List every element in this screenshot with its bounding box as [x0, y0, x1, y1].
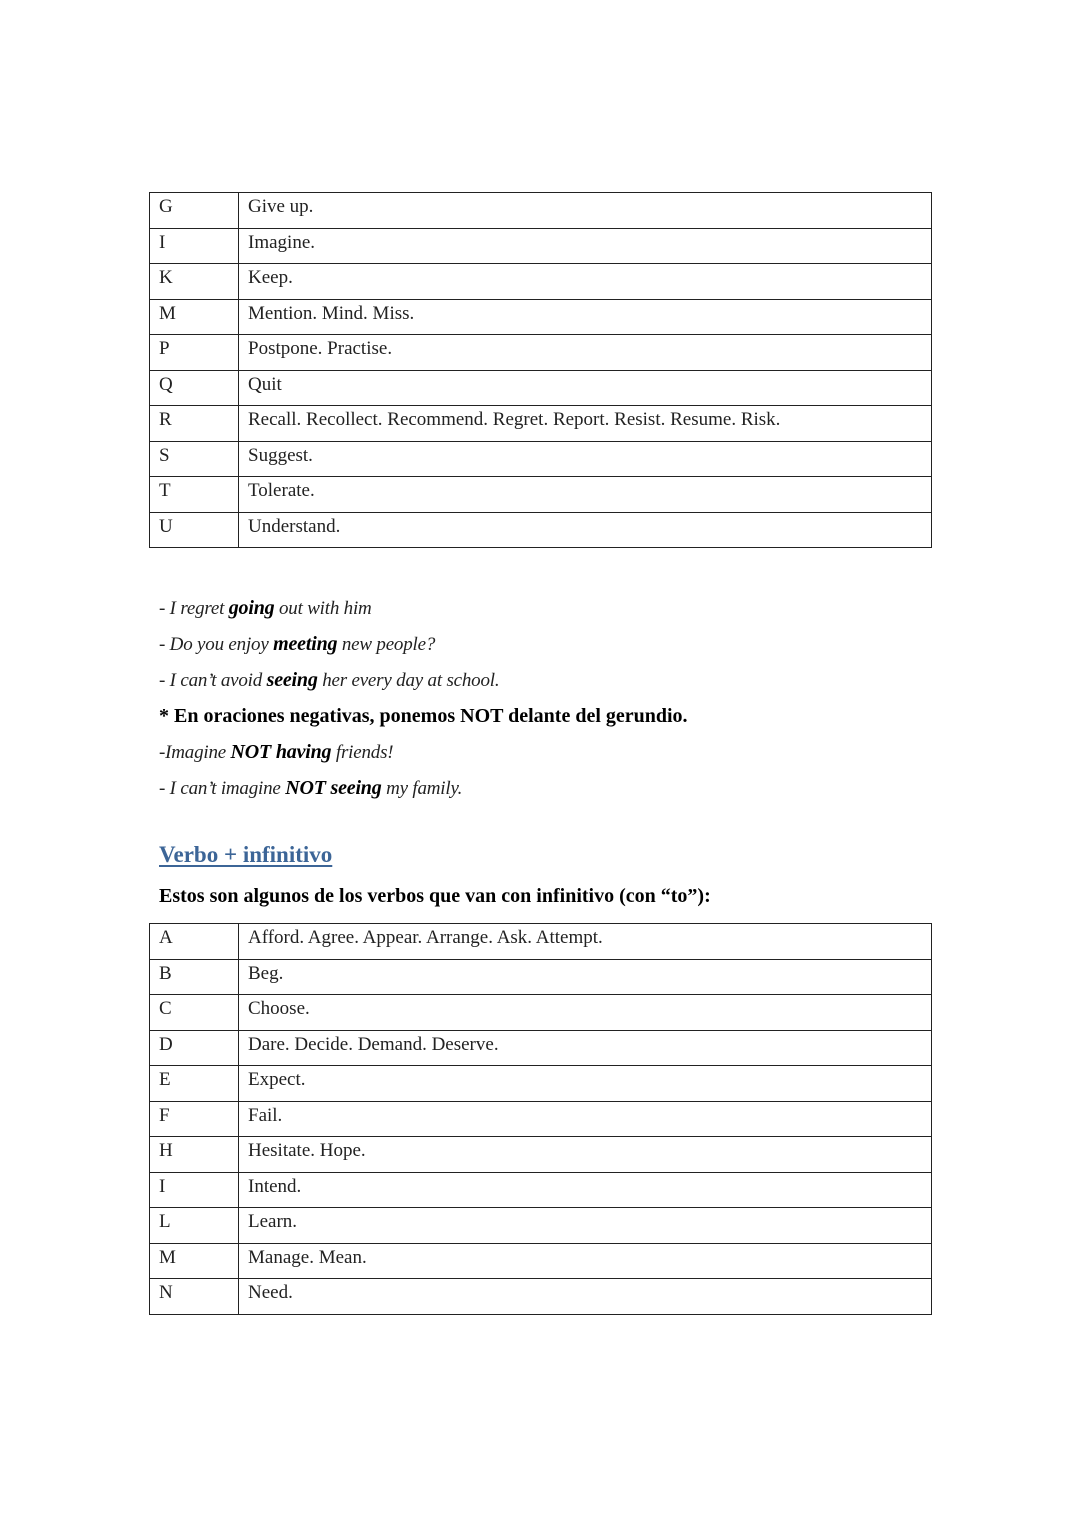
table-row	[150, 228, 932, 264]
example-sentence-1: - I regret going out with him	[159, 597, 372, 619]
table-row	[150, 441, 932, 477]
table-row	[150, 299, 932, 335]
table-row	[150, 370, 932, 406]
row-letter: M	[150, 299, 239, 335]
table-row	[150, 512, 932, 548]
table-row	[150, 1208, 932, 1244]
row-verbs: Mention. Mind. Miss.	[239, 299, 932, 335]
row-letter: I	[150, 1172, 239, 1208]
row-verbs: Learn.	[239, 1208, 932, 1244]
row-letter: L	[150, 1208, 239, 1244]
examples-block	[159, 590, 919, 806]
row-letter: R	[150, 406, 239, 442]
row-verbs: Give up.	[239, 193, 932, 229]
table-row	[150, 193, 932, 229]
row-letter: D	[150, 1030, 239, 1066]
example-sentence-2: - Do you enjoy meeting new people?	[159, 633, 436, 655]
row-verbs: Imagine.	[239, 228, 932, 264]
table-row	[150, 1101, 932, 1137]
table-row	[150, 1066, 932, 1102]
row-letter: A	[150, 924, 239, 960]
section-heading: Verbo + infinitivo	[159, 842, 333, 867]
infinitive-table-body	[150, 924, 932, 1315]
row-letter: I	[150, 228, 239, 264]
table-row	[150, 1279, 932, 1315]
row-verbs: Dare. Decide. Demand. Deserve.	[239, 1030, 932, 1066]
row-letter: C	[150, 995, 239, 1031]
table-row	[150, 1243, 932, 1279]
table-row	[150, 1137, 932, 1173]
row-verbs: Suggest.	[239, 441, 932, 477]
table-row	[150, 1172, 932, 1208]
row-letter: G	[150, 193, 239, 229]
row-verbs: Beg.	[239, 959, 932, 995]
table-row	[150, 924, 932, 960]
table-row	[150, 959, 932, 995]
row-letter: M	[150, 1243, 239, 1279]
row-verbs: Manage. Mean.	[239, 1243, 932, 1279]
table-row	[150, 995, 932, 1031]
row-verbs: Keep.	[239, 264, 932, 300]
row-letter: E	[150, 1066, 239, 1102]
row-letter: U	[150, 512, 239, 548]
row-verbs: Recall. Recollect. Recommend. Regret. Report. Resist. Resume. Risk.	[239, 406, 932, 442]
row-verbs: Postpone. Practise.	[239, 335, 932, 371]
table-row	[150, 264, 932, 300]
row-verbs: Tolerate.	[239, 477, 932, 513]
row-verbs: Understand.	[239, 512, 932, 548]
row-verbs: Choose.	[239, 995, 932, 1031]
example-sentence-3: - I can’t avoid seeing her every day at school.	[159, 669, 500, 691]
row-verbs: Hesitate. Hope.	[239, 1137, 932, 1173]
row-letter: H	[150, 1137, 239, 1173]
infinitive-verbs-table	[149, 923, 932, 1315]
gerund-verbs-table	[149, 192, 932, 548]
row-letter: P	[150, 335, 239, 371]
row-letter: S	[150, 441, 239, 477]
section-intro: Estos son algunos de los verbos que van con infinitivo (con “to”):	[159, 885, 711, 907]
table-row	[150, 1030, 932, 1066]
example-sentence-4: -Imagine NOT having friends!	[159, 741, 394, 763]
table-row	[150, 406, 932, 442]
row-letter: F	[150, 1101, 239, 1137]
row-letter: K	[150, 264, 239, 300]
row-letter: Q	[150, 370, 239, 406]
row-letter: T	[150, 477, 239, 513]
row-verbs: Need.	[239, 1279, 932, 1315]
row-verbs: Expect.	[239, 1066, 932, 1102]
example-sentence-5: - I can’t imagine NOT seeing my family.	[159, 777, 463, 799]
table-row	[150, 477, 932, 513]
row-verbs: Fail.	[239, 1101, 932, 1137]
row-verbs: Quit	[239, 370, 932, 406]
negative-note: * En oraciones negativas, ponemos NOT delante del gerundio.	[159, 705, 688, 727]
row-verbs: Intend.	[239, 1172, 932, 1208]
gerund-table-body	[150, 193, 932, 548]
table-row	[150, 335, 932, 371]
row-letter: B	[150, 959, 239, 995]
row-verbs: Afford. Agree. Appear. Arrange. Ask. Attempt.	[239, 924, 932, 960]
row-letter: N	[150, 1279, 239, 1315]
